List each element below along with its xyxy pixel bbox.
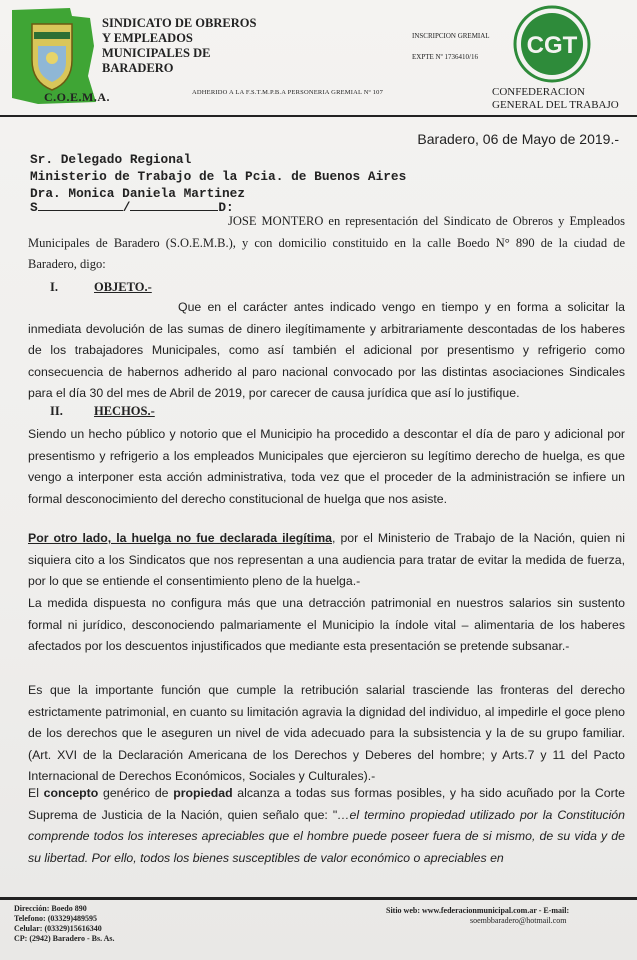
union-name-line: MUNICIPALES DE — [102, 46, 211, 60]
sd-slash: / — [122, 200, 131, 215]
hechos-quote: …el termino propiedad utilizado por la Constitución comprende todos los intereses apreciables que el hombre puede poseer fuera de si mismo, de su vida y de su libertad. Por ello, todos los bienes susceptibles de valor económico o apreciables en — [28, 807, 625, 865]
inscripcion-label: INSCRIPCION GREMIAL — [412, 32, 490, 40]
cgt-name — [492, 86, 619, 112]
section-title: HECHOS.- — [94, 404, 155, 418]
recipient-line: Sr. Delegado Regional — [30, 152, 192, 167]
footer-divider — [0, 897, 637, 900]
footer-line: Celular: (03329)15616340 — [14, 924, 102, 933]
hechos-bold: concepto — [43, 786, 99, 800]
union-name — [102, 16, 256, 76]
expte-label: EXPTE Nº 1736410/16 — [412, 53, 478, 61]
hechos-text: , por el Ministerio de Trabajo de la Nación, quien ni siquiera cito a los Sindicatos que nos representan a una audiencia para tratar de evitar la medida de fuerza, por lo que se entiende el consentimiento pleno de la huelga.- — [28, 531, 625, 588]
footer-line: Telefono: (03329)489595 — [14, 914, 98, 923]
sd-s: S — [30, 200, 38, 215]
footer-contact — [14, 904, 115, 944]
hechos-paragraph-4: Es que la importante función que cumple la retribución salarial trasciende las fronteras del derecho estrictamente patrimonial, en cuanto su limitación agravia la dignidad del individuo, al impedirle el goce pleno de los derechos que le aseguren un nivel de vida adecuado para la subsistencia y la de su grupo familiar. (Art. XVI de la Declaración Americana de los Derechos y Deberes del hombre; y Arts.7 y 11 del Pacto Internacional de Derechos Económicos, Sociales y Culturales).- — [28, 683, 625, 783]
hechos-paragraph-2 — [28, 528, 625, 593]
footer-line: Dirección: Boedo 890 — [14, 904, 87, 913]
hechos-emphasis: Por otro lado, la huelga no fue declarada ilegítima — [28, 531, 333, 545]
footer-web — [386, 906, 569, 926]
hechos-paragraph-5 — [28, 783, 625, 869]
hechos-paragraph-1: Siendo un hecho público y notorio que el Municipio ha procedido a descontar el día de paro y adicional por presentismo y refrigerio a los empleados Municipales que ejercieron su legítimo derecho de huelga, es que vengo a interponer esta acción administrativa, toda vez que el proceder de la administración se infiere un formal desconocimiento del derecho constitucional de huelga que nos asiste. — [28, 427, 625, 506]
footer-email: soembbaradero@hotmail.com — [470, 916, 567, 925]
coema-label: C.O.E.M.A. — [44, 90, 110, 104]
union-name-line: BARADERO — [102, 61, 174, 75]
recipient-block — [30, 151, 406, 202]
section-number: I. — [50, 280, 58, 294]
section-number: II. — [50, 404, 63, 418]
section-heading-objeto — [50, 280, 152, 295]
header-divider — [0, 115, 637, 117]
hechos-text: genérico de — [98, 786, 174, 800]
hechos-text: El — [28, 786, 44, 800]
cgt-logo-text: CGT — [526, 32, 578, 59]
union-name-line: Y EMPLEADOS — [102, 31, 193, 45]
letter-date: Baradero, 06 de Mayo de 2019.- — [417, 131, 619, 147]
intro-paragraph: JOSE MONTERO en representación del Sindicato de Obreros y Empleados Municipales de Baradero (S.O.E.M.B.), y con domicilio constituido en la calle Boedo N° 890 de la ciudad de Baradero, digo: — [28, 214, 625, 271]
cgt-name-line: GENERAL DEL TRABAJO — [492, 99, 619, 111]
recipient-line: Dra. Monica Daniela Martinez — [30, 186, 246, 201]
section-heading-hechos — [50, 404, 155, 419]
footer-line: CP: (2942) Baradero - Bs. As. — [14, 934, 115, 943]
recipient-line: Ministerio de Trabajo de la Pcia. de Buenos Aires — [30, 169, 407, 184]
cgt-logo-icon — [512, 4, 592, 84]
union-name-line: SINDICATO DE OBREROS — [102, 16, 257, 30]
section-title: OBJETO.- — [94, 280, 152, 294]
sd-d: D: — [218, 200, 234, 215]
hechos-paragraph-3: La medida dispuesta no configura más que una detracción patrimonial en nuestros salarios sin sustento formal ni jurídico, desconociendo palmariamente el Municipio la índole vital – alimentaria de los haberes afectados por los descuentos injustificados que mediante esta presentación se pretende subsanar.- — [28, 596, 625, 653]
objeto-paragraph: Que en el carácter antes indicado vengo en tiempo y en forma a solicitar la inmediata devolución de las sumas de dinero ilegítimamente y arbitrariamente descontadas de los haberes de los trabajadores Municipales, como así también el adicional por presentismo y refrigerio como consecuencia de habernos adherido al paro nacional convocado por las distintas asociaciones Sindicales para el día 30 del mes de Abril de 2019, por carecer de causa jurídica que así lo justifique. — [28, 300, 625, 400]
hechos-text: alcanza a todas sus formas posibles, y ha sido acuñado por la Corte Suprema de Justicia de la Nación, quien señalo que: " — [28, 786, 625, 822]
cgt-name-line: CONFEDERACION — [492, 86, 585, 98]
hechos-bold: propiedad — [173, 786, 233, 800]
adherido-label: ADHERIDO A LA F.S.T.M.P.B.A PERSONERIA GREMIAL Nº 107 — [192, 89, 384, 96]
footer-line: Sitio web: www.federacionmunicipal.com.ar - E-mail: — [386, 906, 570, 915]
